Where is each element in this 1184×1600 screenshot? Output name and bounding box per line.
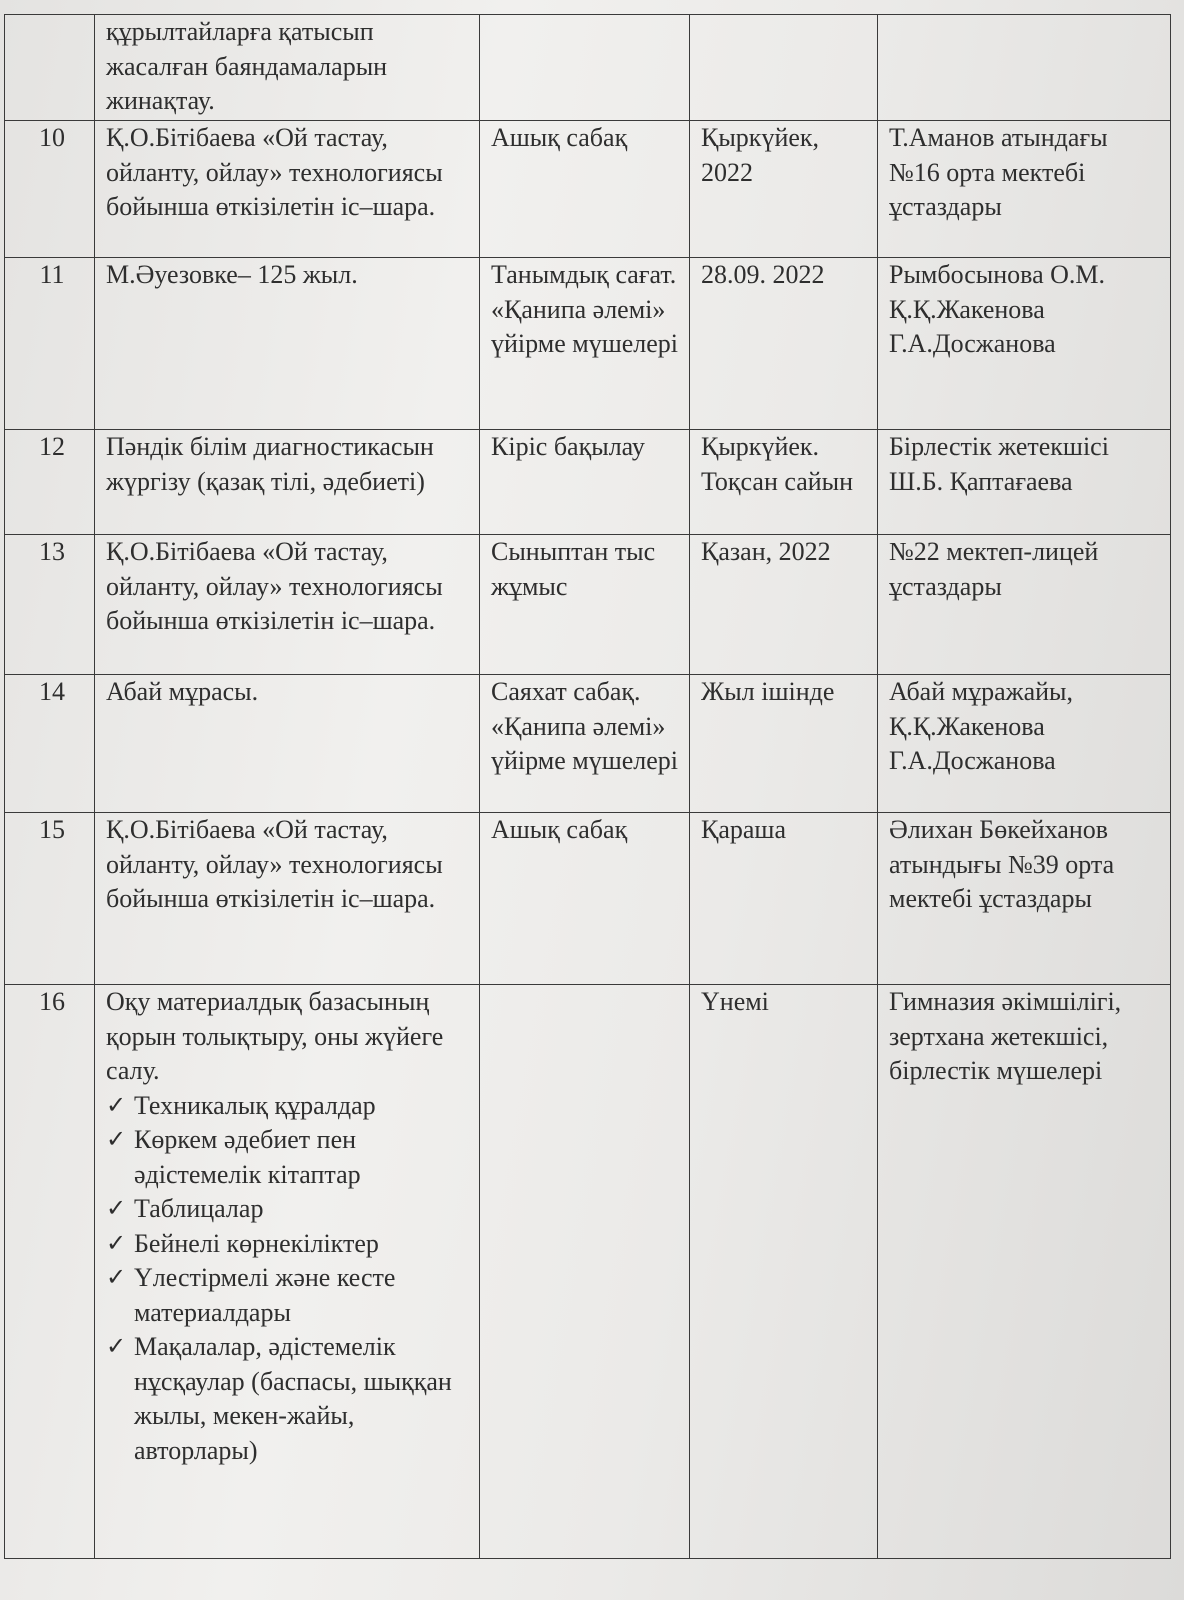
checkmark-icon: ✓: [106, 1196, 127, 1222]
responsible-cell: Бірлестік жетекшісі Ш.Б. Қаптағаева: [878, 430, 1171, 535]
row-number: 12: [5, 430, 95, 535]
form-cell: [480, 985, 690, 1559]
responsible-cell: Рымбосынова О.М. Қ.Қ.Жакенова Г.А.Досжанова: [878, 258, 1171, 430]
table-row: [5, 121, 1171, 258]
table-row: [5, 535, 1171, 675]
work-plan-table: [4, 14, 1171, 1559]
checklist-item: [106, 1192, 473, 1227]
row-number: 16: [5, 985, 95, 1559]
table-row: [5, 430, 1171, 535]
date-cell: Қазан, 2022: [690, 535, 878, 675]
checklist-item-label: Үлестірмелі және кесте материалдары: [134, 1263, 396, 1327]
responsible-cell: Абай мұражайы, Қ.Қ.Жакенова Г.А.Досжанова: [878, 675, 1171, 813]
table-row: [5, 813, 1171, 985]
checklist-item: [106, 1227, 473, 1262]
row-number: 14: [5, 675, 95, 813]
responsible-cell: №22 мектеп-лицей ұстаздары: [878, 535, 1171, 675]
row-number: 15: [5, 813, 95, 985]
form-cell: Саяхат сабақ. «Қанипа әлемі» үйірме мүшелері: [480, 675, 690, 813]
event-cell: Қ.О.Бітібаева «Ой тастау, ойланту, ойлау» технологиясы бойынша өткізілетін іс–шара.: [95, 121, 480, 258]
table-row: [5, 985, 1171, 1559]
date-cell: Қараша: [690, 813, 878, 985]
checklist: [106, 1089, 473, 1469]
event-cell: Абай мұрасы.: [95, 675, 480, 813]
event-cell: М.Әуезовке– 125 жыл.: [95, 258, 480, 430]
table-row: [5, 258, 1171, 430]
date-cell: [690, 15, 878, 121]
checklist-item: [106, 1330, 473, 1468]
event-cell: Пәндік білім диагностикасын жүргізу (қазақ тілі, әдебиеті): [95, 430, 480, 535]
checkmark-icon: ✓: [106, 1127, 127, 1153]
checklist-item: [106, 1089, 473, 1124]
row-number: 13: [5, 535, 95, 675]
form-cell: Танымдық сағат. «Қанипа әлемі» үйірме мүшелері: [480, 258, 690, 430]
form-cell: Ашық сабақ: [480, 813, 690, 985]
form-cell: Ашық сабақ: [480, 121, 690, 258]
checklist-item-label: Техникалық құралдар: [134, 1090, 376, 1120]
event-text: Оқу материалдық базасының қорын толықтыру, оны жүйеге салу.: [106, 987, 444, 1085]
table-row: [5, 15, 1171, 121]
responsible-cell: Гимназия әкімшілігі, зертхана жетекшісі, бірлестік мүшелері: [878, 985, 1171, 1559]
form-cell: Кіріс бақылау: [480, 430, 690, 535]
row-number: [5, 15, 95, 121]
date-cell: Қыркүйек, 2022: [690, 121, 878, 258]
checklist-item-label: Көркем әдебиет пен әдістемелік кітаптар: [134, 1125, 361, 1189]
table-row: [5, 675, 1171, 813]
form-cell: [480, 15, 690, 121]
date-cell: 28.09. 2022: [690, 258, 878, 430]
checklist-item-label: Мақалалар, әдістемелік нұсқаулар (баспасы, шыққан жылы, мекен-жайы, авторлары): [134, 1332, 452, 1465]
checklist-item: [106, 1261, 473, 1330]
event-cell: [95, 985, 480, 1559]
event-cell: Қ.О.Бітібаева «Ой тастау, ойланту, ойлау» технологиясы бойынша өткізілетін іс–шара.: [95, 535, 480, 675]
date-cell: Жыл ішінде: [690, 675, 878, 813]
responsible-cell: Әлихан Бөкейханов атындығы №39 орта мектебі ұстаздары: [878, 813, 1171, 985]
responsible-cell: Т.Аманов атындағы №16 орта мектебі ұстаздары: [878, 121, 1171, 258]
checklist-item-label: Таблицалар: [134, 1194, 264, 1223]
event-cell: құрылтайларға қатысып жасалған баяндамаларын жинақтау.: [95, 15, 480, 121]
form-cell: Сыныптан тыс жұмыс: [480, 535, 690, 675]
checkmark-icon: ✓: [106, 1230, 127, 1257]
responsible-cell: [878, 15, 1171, 121]
row-number: 10: [5, 121, 95, 258]
checklist-item-label: Бейнелі көрнекіліктер: [134, 1228, 379, 1258]
checkmark-icon: ✓: [106, 1265, 127, 1291]
checklist-item: [106, 1123, 473, 1192]
date-cell: Үнемі: [690, 985, 878, 1559]
checkmark-icon: ✓: [106, 1092, 127, 1119]
date-cell: Қыркүйек. Тоқсан сайын: [690, 430, 878, 535]
event-cell: Қ.О.Бітібаева «Ой тастау, ойланту, ойлау» технологиясы бойынша өткізілетін іс–шара.: [95, 813, 480, 985]
row-number: 11: [5, 258, 95, 430]
checkmark-icon: ✓: [106, 1334, 127, 1360]
